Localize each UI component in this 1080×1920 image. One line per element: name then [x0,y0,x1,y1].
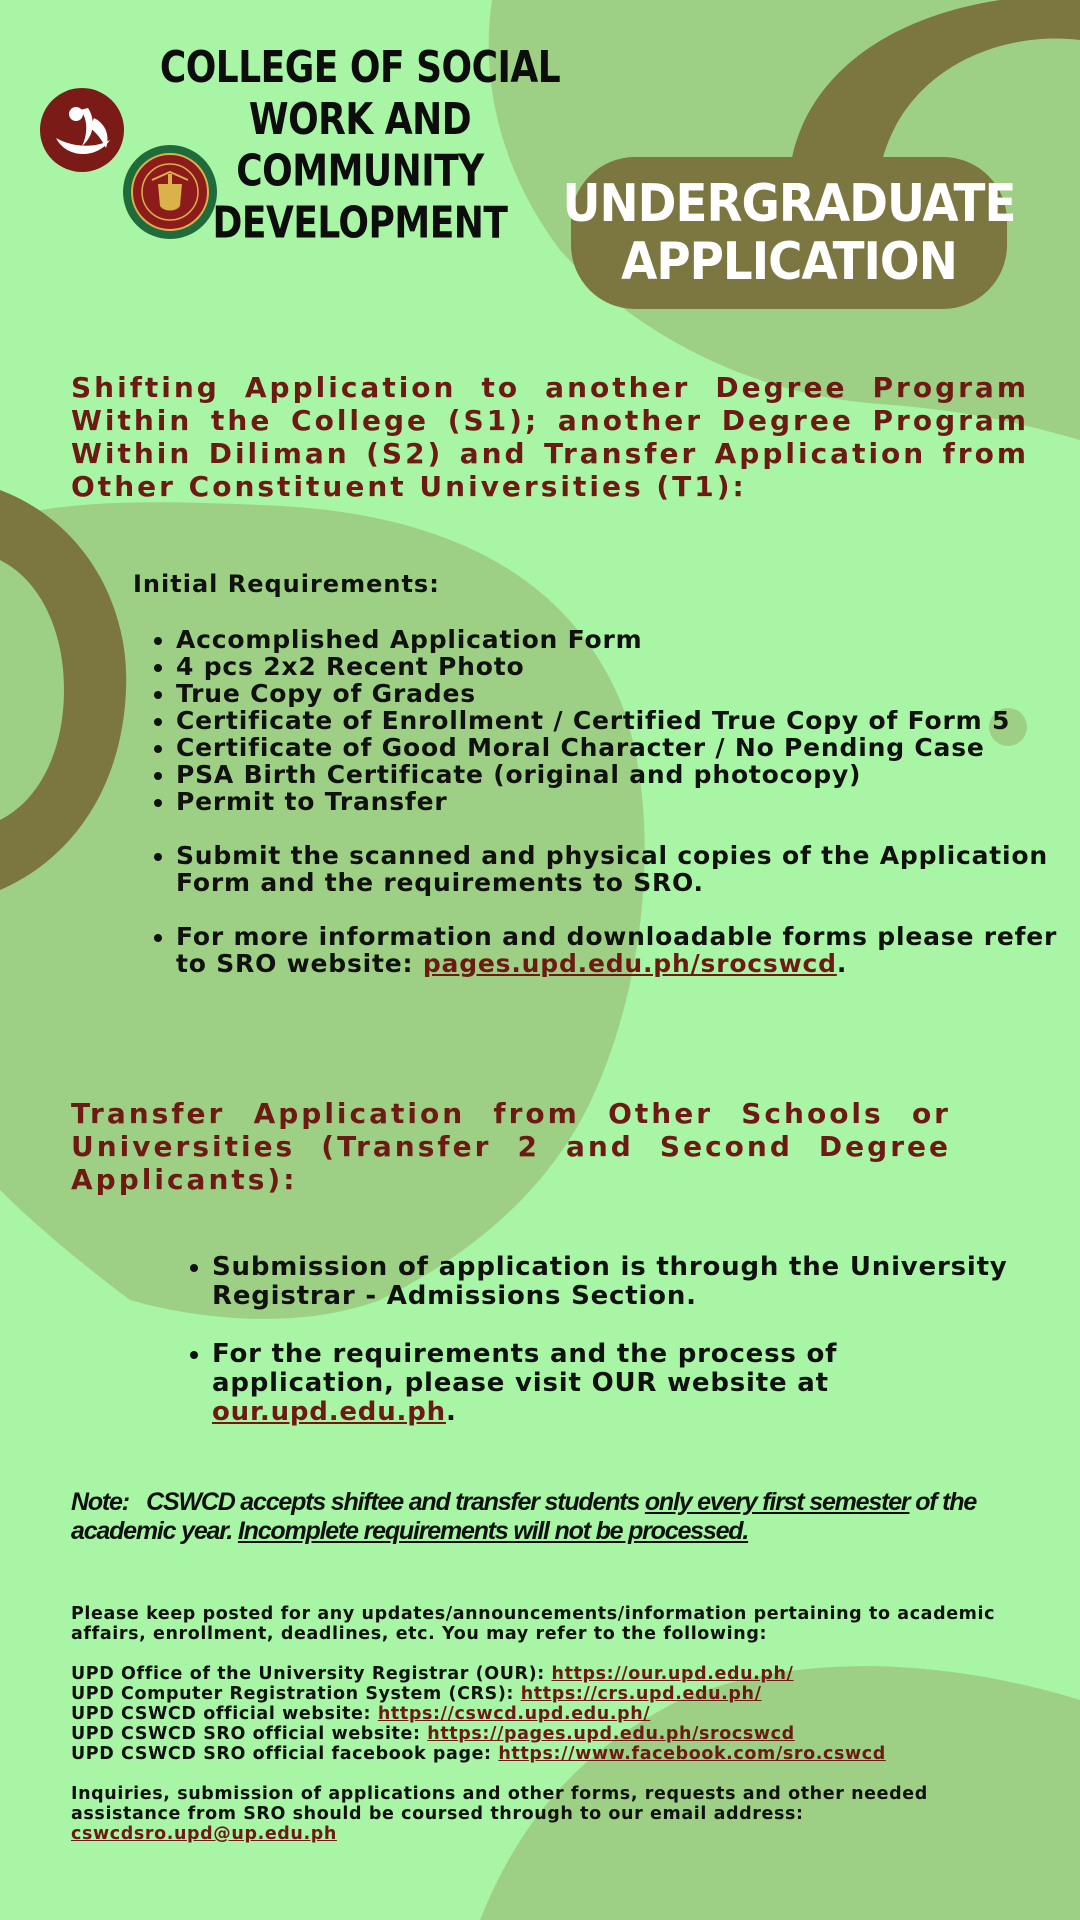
note-paragraph [71,1488,1011,1546]
undergraduate-application-badge [562,157,1016,309]
crs-link[interactable]: https://crs.upd.edu.ph/ [520,1684,762,1704]
footer-inquiries [71,1784,1021,1844]
footer-link-row [71,1704,1021,1724]
sro-website-link[interactable]: https://pages.upd.edu.ph/srocswcd [427,1724,795,1744]
college-title-line1: COLLEGE OF SOCIAL WORK AND [159,43,561,145]
college-title-line2: COMMUNITY DEVELOPMENT [212,146,508,249]
list-item [212,1340,1012,1427]
list-item: • Submission of application is through the University Registrar - Admissions Section. [212,1253,1012,1311]
footer-link-row [71,1664,1021,1684]
submission-instructions-list [132,842,1076,1004]
link-label: UPD CSWCD SRO official website: [71,1724,428,1744]
list-item: • Certificate of Enrollment / Certified True Copy of Form 5 [176,707,1080,734]
list-item: • Certificate of Good Moral Character / No Pending Case [176,734,1080,761]
note-first-semester: only every first semester [644,1488,910,1516]
college-title [110,42,610,249]
initial-requirements-label: Initial Requirements: [133,570,440,598]
list-item: • Accomplished Application Form [176,626,1080,653]
link-label: UPD Office of the University Registrar (OUR): [71,1664,552,1684]
sro-facebook-link[interactable]: https://www.facebook.com/sro.cswcd [498,1744,886,1764]
footer-link-row [71,1744,1021,1764]
shifting-application-heading: Shifting Application to another Degree Program Within the College (S1); another Degree Program Within Diliman (S2) and Transfer Application from Other Constituent Universities (T1): [71,371,1029,503]
footer-link-row [71,1684,1021,1704]
note-text: CSWCD accepts shiftee and transfer students [128,1488,645,1516]
badge-line1: UNDERGRADUATE [562,174,1016,234]
list-item: • 4 pcs 2x2 Recent Photo [176,653,1080,680]
footer-info [71,1604,1021,1844]
note-label: Note: [71,1488,129,1516]
footer-link-row [71,1724,1021,1744]
period: . [836,949,848,978]
our-website-text: For the requirements and the process of application, please visit OUR website at [212,1339,838,1398]
email-link[interactable]: cswcdsro.upd@up.edu.ph [71,1824,337,1844]
note-incomplete-warning: Incomplete requirements will not be processed. [237,1517,749,1545]
sro-website-link[interactable]: pages.upd.edu.ph/srocswcd [422,949,837,978]
our-link[interactable]: https://our.upd.edu.ph/ [551,1664,794,1684]
link-label: UPD Computer Registration System (CRS): [71,1684,521,1704]
transfer-instructions-list [168,1253,1012,1456]
list-item: • True Copy of Grades [176,680,1080,707]
more-info-text: For more information and downloadable forms please refer to SRO website: [176,922,1058,978]
requirements-list [132,626,1080,815]
list-item: • PSA Birth Certificate (original and photocopy) [176,761,1080,788]
list-item: • Permit to Transfer [176,788,1080,815]
link-label: UPD CSWCD official website: [71,1704,378,1724]
transfer-application-heading: Transfer Application from Other Schools or Universities (Transfer 2 and Second Degree Applicants): [71,1097,951,1196]
footer-intro: Please keep posted for any updates/announcements/information pertaining to academic affairs, enrollment, deadlines, etc. You may refer to the following: [71,1604,996,1644]
link-label: UPD CSWCD SRO official facebook page: [71,1744,499,1764]
our-website-link[interactable]: our.upd.edu.ph [212,1397,446,1427]
more-info-instruction [176,923,1076,977]
period: . [445,1397,457,1427]
badge-line2: APPLICATION [621,232,957,292]
cswcd-website-link[interactable]: https://cswcd.upd.edu.ph/ [377,1704,651,1724]
note-text: of the academic year. [71,1488,977,1545]
submit-instruction: • Submit the scanned and physical copies of the Application Form and the requirements to SRO. [176,842,1076,896]
inquiries-text: Inquiries, submission of applications and other forms, requests and other needed assistance from SRO should be coursed through to our email address: [71,1784,928,1824]
